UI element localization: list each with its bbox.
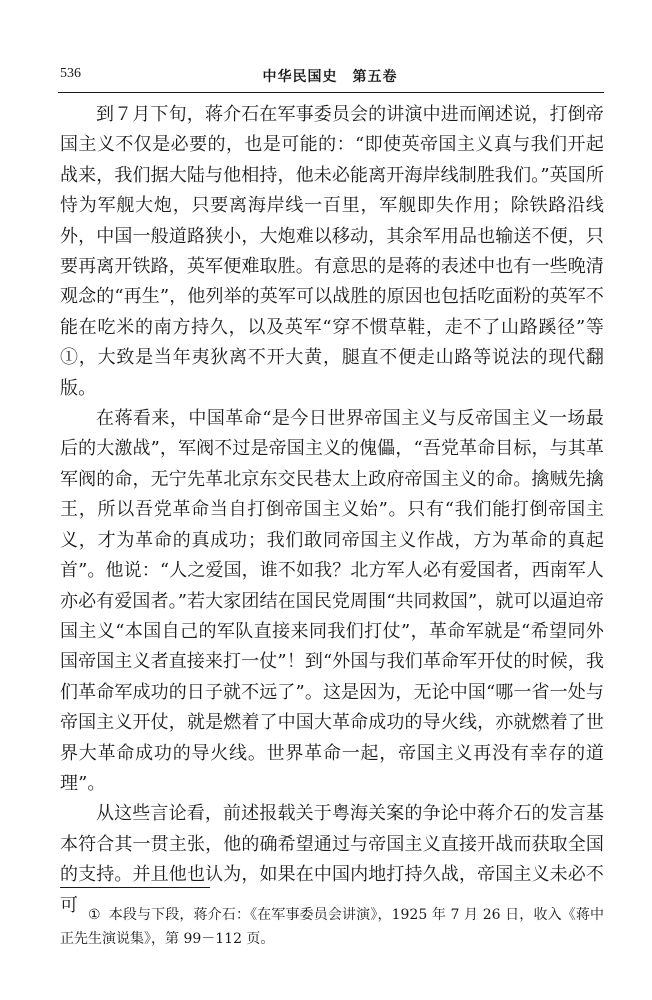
page-number: 536 bbox=[60, 66, 81, 81]
paragraph-2: 在蒋看来，中国革命“是今日世界帝国主义与反帝国主义一场最后的大激战”，军阀不过是帝国主义的傀儡，“吾党革命目标，与其革军阀的命，无宁先革北京东交民巷太上政府帝国主义的命。擒贼先擒王，所以吾党革命当自打倒帝国主义始”。只有“我们能打倒帝国主义，才为革命的真成功；我们敢同帝国主义作战，方为革命的真起首”。他说：“人之爱国，谁不如我？北方军人必有爱国者，西南军人亦必有爱国者。”若大家团结在国民党周围“共同救国”，就可以逼迫帝国主义“本国自己的军队直接来同我们打仗”，革命军就是“希望同外国帝国主义者直接来打一仗”！到“外国与我们革命军开仗的时候，我们革命军成功的日子就不远了”。这是因为，无论中国“哪一省一处与帝国主义开仗，就是燃着了中国大革命成功的导火线，亦就燃着了世界大革命成功的导火线。世界革命一起，帝国主义再没有幸存的道理”。 bbox=[60, 408, 604, 794]
footnote bbox=[60, 903, 604, 951]
footnote-rule bbox=[60, 887, 210, 888]
body-text bbox=[60, 100, 604, 921]
paragraph-3: 从这些言论看，前述报载关于粤海关案的争论中蒋介石的发言基本符合其一贯主张，他的确希望通过与帝国主义直接开战而获取全国的支持。并且他也认为，如果在中国内地打持久战，帝国主义未必不可 bbox=[60, 803, 604, 916]
paragraph-1: 到７月下旬，蒋介石在军事委员会的讲演中进而阐述说，打倒帝国主义不仅是必要的，也是可能的：“即使英帝国主义真与我们开起战来，我们据大陆与他相持，他未必能离开海岸线制胜我们。”英国所恃为军舰大炮，只要离海岸线一百里，军舰即失作用；除铁路沿线外，中国一般道路狭小，大炮难以移动，其余军用品也输送不便，只要再离开铁路，英军便难取胜。有意思的是蒋的表述中也有一些晚清观念的“再生”，他列举的英军可以战胜的原因也包括吃面粉的英军不能在吃米的南方持久，以及英军“穿不惯草鞋，走不了山路蹊径”等①，大致是当年夷狄离不开大黄，腿直不便走山路等说法的现代翻版。 bbox=[60, 104, 604, 399]
footnote-marker: ① bbox=[88, 907, 101, 923]
header-rule bbox=[58, 92, 604, 93]
page-header bbox=[60, 66, 600, 88]
running-title: 中华民国史 第五卷 bbox=[262, 69, 398, 85]
footnote-text: 本段与下段，蒋介石：《在军事委员会讲演》，1925 年 7 月 26 日，收入《蒋中正先生演说集》，第 99－112 页。 bbox=[60, 907, 604, 947]
